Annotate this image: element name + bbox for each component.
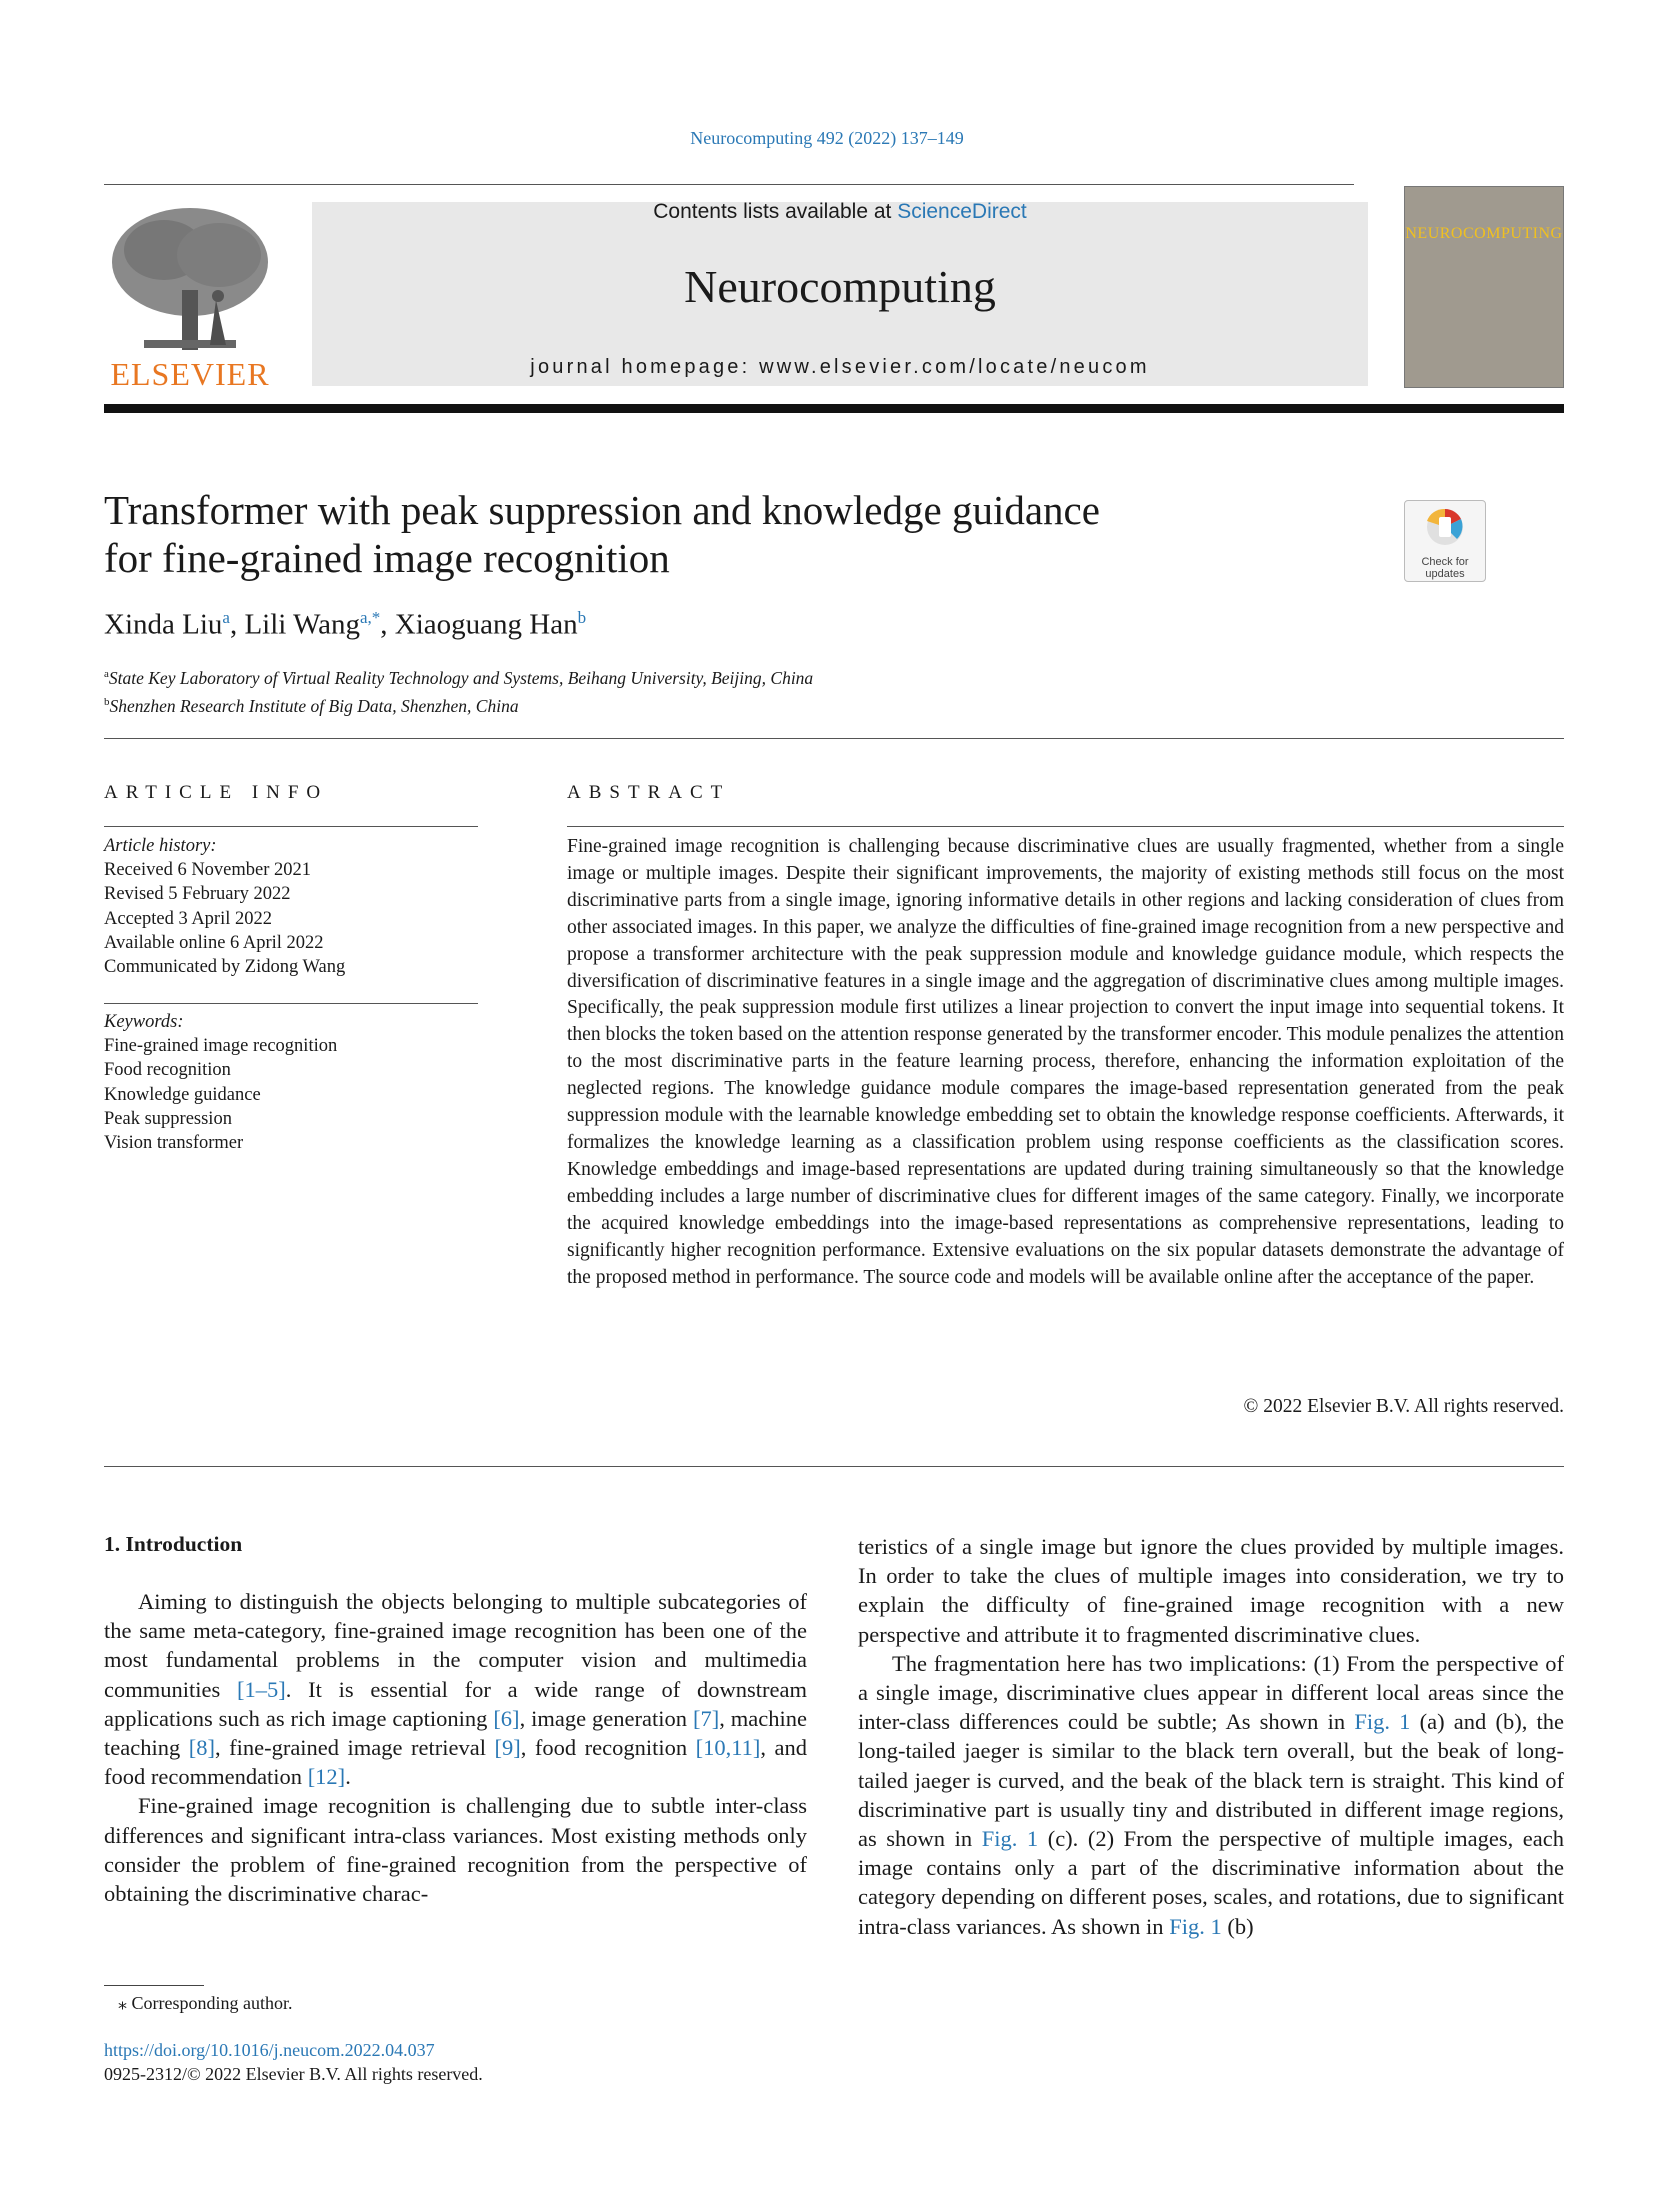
author-name[interactable]: Lili Wang [244,608,360,641]
author-affil-sup[interactable]: a [222,608,230,627]
intro-paragraph-1 [104,1587,807,1791]
keyword-item[interactable]: Food recognition [104,1060,231,1081]
history-item: Communicated by Zidong Wang [104,957,346,978]
citation-link[interactable]: Fig. 1 [981,1826,1039,1852]
elsevier-logo [104,200,276,390]
intro-paragraph-3 [858,1649,1564,1941]
journal-cover-image [1404,186,1564,388]
body-column-left [104,1587,807,1908]
journal-homepage[interactable]: journal homepage: www.elsevier.com/locate/neucom [530,356,1150,378]
keyword-item[interactable]: Knowledge guidance [104,1084,261,1105]
header-thick-rule [104,404,1564,413]
article-info-heading: ARTICLE INFO [104,782,329,803]
abstract-heading: ABSTRACT [567,782,731,803]
citation-link[interactable]: Fig. 1 [1354,1709,1411,1735]
doi-link[interactable]: https://doi.org/10.1016/j.neucom.2022.04.037 [104,2040,435,2060]
citation-link[interactable]: Fig. 1 [1169,1913,1222,1939]
affiliations [104,662,813,718]
keyword-item[interactable]: Peak suppression [104,1108,232,1129]
author-affil-sup[interactable]: b [577,608,587,627]
divider [104,826,478,827]
affiliation-text: State Key Laboratory of Virtual Reality Technology and Systems, Beihang University, Beijing, China [108,667,814,688]
citation-link[interactable]: [1–5] [237,1676,286,1702]
abstract-text: Fine-grained image recognition is challenging because discriminative clues are usually fragmented, whether from a single image or multiple images. Despite their significant improvements, the majority of existing methods still focus on the most discriminative parts from a single image, ignoring informative details in other regions and lacking consideration of clues from other associated images. In this paper, we analyze the difficulties of fine-grained image recognition from a new perspective and propose a transformer architecture with the peak suppression module and knowledge guidance module, which respects the diversification of discriminative features in a single image and the aggregation of discriminative clues among multiple images. Specifically, the peak suppression module first utilizes a linear projection to convert the input image into sequential tokens. It then blocks the token based on the attention response generated by the transformer encoder. This module penalizes the attention to the most discriminative parts in the feature learning process, therefore, enhancing the information exploitation of the neglected regions. The knowledge guidance module compares the image-based representation generated from the peak suppression module with the learnable knowledge embedding set to obtain the knowledge response coefficients. Afterwards, it formalizes the knowledge learning as a classification problem using response coefficients as the classification scores. Knowledge embeddings and image-based representations are updated during training simultaneously so that the knowledge embedding includes a large number of discriminative clues for different images of the same category. Finally, we incorporate the acquired knowledge embeddings into the image-based representations as comprehensive representations, leading to significantly higher recognition performance. Extensive evaluations on the six popular datasets demonstrate the advantage of the proposed method in performance. The source code and models will be available online after the acceptance of the paper. [567,836,1564,1288]
article-history [104,834,345,979]
intro-paragraph-2: Fine-grained image recognition is challenging due to subtle inter-class differences and significant intra-class variances. Most existing methods only consider the problem of fine-grained recognition from the perspective of obtaining the discriminative charac- [104,1793,807,1907]
affiliation-item [104,690,813,718]
text-run: , food recognition [520,1735,696,1761]
cover-title: NEUROCOMPUTING [1405,225,1563,242]
history-label: Article history: [104,836,217,856]
title-line-1: Transformer with peak suppression and knowledge guidance [104,487,1100,533]
text-run: (a) and (b), the long-tailed jaeger is similar to the black tern overall, but the beak of long-tailed jaeger is curved, and the beak of the black tern is straight. This kind of discriminative part is usually tiny and distributed in different image regions, as shown in [858,1709,1565,1852]
author-list: Xinda Liu$^a$, Lili Wang$^{a,*}$, Xiaoguang Han$^b$ [104,608,587,641]
citation-link[interactable]: [7] [692,1705,720,1731]
text-run: , machine teaching [104,1705,808,1761]
contents-line [312,200,1368,224]
issn-copyright: 0925-2312/© 2022 Elsevier B.V. All rights reserved. [104,2064,483,2084]
author-affil-sup[interactable]: a,* [360,608,381,627]
text-run: The fragmentation here has two implications: (1) From the perspective of a single image, discriminative clues appear in different local areas since the inter-class differences could be subtle; As shown in [858,1650,1564,1735]
footnote-rule [104,1985,204,1986]
crossmark-icon [1405,501,1485,551]
divider [104,1003,478,1004]
section-heading-introduction: 1. Introduction [104,1532,243,1556]
intro-paragraph-2-continued: teristics of a single image but ignore the clues provided by multiple images. In order to take the clues of multiple images into consideration, we try to explain the difficulty of fine-grained image recognition with a new perspective and attribute it to fragmented discriminative clues. [858,1534,1564,1647]
elsevier-wordmark: ELSEVIER [110,356,270,392]
text-run: , and food recommendation [104,1735,807,1790]
body-column-right [858,1532,1564,1941]
citation-link[interactable]: [12] [307,1764,346,1790]
divider [104,1466,1564,1467]
crossmark-label: Check for updates [1421,556,1469,580]
citation-link[interactable]: [9] [494,1735,521,1761]
affiliation-sup: a [104,668,109,680]
citation-link[interactable]: [10,11] [695,1735,761,1761]
corresponding-author-footnote: ⁎ Corresponding author. [118,1993,293,2013]
title-line-2: for fine-grained image recognition [104,535,670,581]
history-item: Available online 6 April 2022 [104,932,324,953]
history-item: Revised 5 February 2022 [104,884,291,905]
affiliation-text: Shenzhen Research Institute of Big Data, Shenzhen, China [109,695,519,716]
citation-link[interactable]: [6] [493,1705,520,1731]
contents-prefix: Contents lists available at [653,200,898,223]
keyword-item[interactable]: Fine-grained image recognition [104,1036,338,1057]
keyword-item[interactable]: Vision transformer [104,1133,244,1154]
check-for-updates-button[interactable] [1404,500,1486,582]
keywords-label: Keywords: [104,1012,184,1032]
divider [567,826,1564,827]
article-title [104,486,1204,582]
history-item: Received 6 November 2021 [104,860,312,881]
history-item: Accepted 3 April 2022 [104,908,272,929]
divider [104,738,1564,739]
journal-name: Neurocomputing [684,261,996,312]
author-name[interactable]: Xinda Liu [104,608,223,641]
journal-citation-link[interactable]: Neurocomputing 492 (2022) 137–149 [690,128,964,148]
text-run: (b) [1221,1913,1254,1939]
abstract-copyright: © 2022 Elsevier B.V. All rights reserved. [1243,1396,1564,1417]
text-run: Aiming to distinguish the objects belonging to multiple subcategories of the same meta-category, fine-grained image recognition has been one of the most fundamental problems in the computer vision and multimedia communities [104,1589,807,1702]
keywords [104,1010,337,1155]
affiliation-sup: b [104,695,110,708]
affiliation-item [104,662,813,690]
text-run: (c). (2) From the perspective of multiple images, each image contains only a part of the discriminative information about the category depending on different poses, scales, and rotations, due to significant intra-class variances. As shown in [858,1826,1565,1939]
text-run: , fine-grained image retrieval [214,1735,495,1761]
sciencedirect-link[interactable]: ScienceDirect [897,200,1027,223]
text-run: . [345,1764,351,1790]
text-run: , image generation [519,1705,693,1731]
text-run: . It is essential for a wide range of downstream applications such as rich image captioning [104,1676,807,1731]
author-name[interactable]: Xiaoguang Han [394,608,578,641]
citation-link[interactable]: [8] [188,1735,215,1761]
header-rule [104,184,1354,185]
